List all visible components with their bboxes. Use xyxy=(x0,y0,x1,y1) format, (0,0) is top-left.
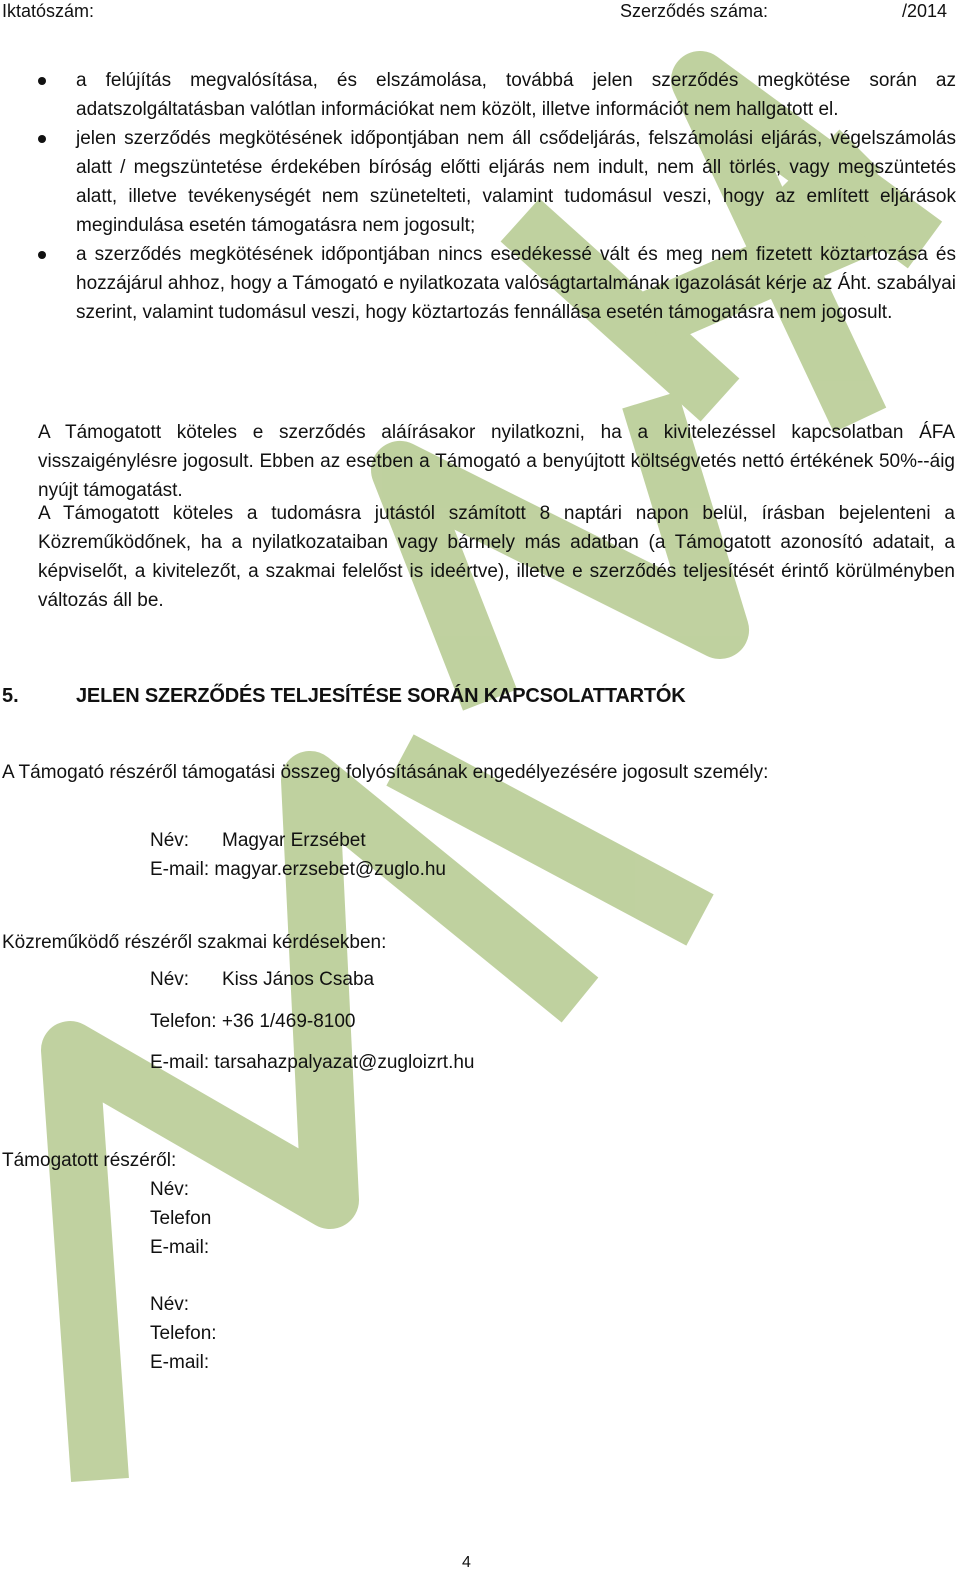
list-item-text: jelen szerződés megkötésének időpontjában nem áll csődeljárás, felszámolási eljárás, végelszámolás alatt / megszüntetése érdekében bíróság előtti eljárás nem indult, nem áll törlés, vagy megszüntetés alatt, illetve tevékenységét nem szünetelteti, valamint tudomásul veszi, hogy az említett eljárások megindulása esetén támogatásra nem jogosult; xyxy=(76,128,956,236)
beneficiary-1-email-label: E-mail: xyxy=(150,1237,210,1258)
list-item xyxy=(0,124,960,240)
change-notification-paragraph: A Támogatott köteles a tudomásra jutástól számított 8 naptári napon belül, írásban bejelenteni a Közreműködőnek, ha a nyilatkozataiban vagy bármely más adatban (a Támogatott azonosító adatait, a képviselőt, a kivitelezőt, a szakmai felelőst is ideértve), illetve e szerződés teljesítését érintő körülményben változás áll be. xyxy=(38,503,955,611)
list-item xyxy=(0,66,960,124)
supporter-email: magyar.erzsebet@zuglo.hu xyxy=(214,859,446,880)
bullet-icon xyxy=(38,77,46,85)
intermediary-contact-intro: Közreműködő részéről szakmai kérdésekben: xyxy=(2,932,387,953)
supporter-name-line xyxy=(150,826,366,855)
intermediary-name: Kiss János Csaba xyxy=(222,969,375,990)
beneficiary-2-name-label: Név: xyxy=(150,1294,190,1315)
bullet-icon xyxy=(38,135,46,143)
contract-number-label: Szerződés száma: xyxy=(620,1,769,21)
beneficiary-2-email-label: E-mail: xyxy=(150,1352,210,1373)
intermediary-email-line xyxy=(150,1048,475,1077)
name-label: Név: xyxy=(150,969,190,990)
beneficiary-contact-intro: Támogatott részéről: xyxy=(2,1150,177,1171)
section-title: JELEN SZERZŐDÉS TELJESÍTÉSE SORÁN KAPCSOLATTARTÓK xyxy=(76,685,686,707)
list-item-text: a felújítás megvalósítása, és elszámolása, továbbá jelen szerződés megkötése során az adatszolgáltatásban valótlan információkat nem közölt, illetve információt nem hallgatott el. xyxy=(76,70,956,120)
bullet-icon xyxy=(38,251,46,259)
supporter-email-line xyxy=(150,855,446,884)
vat-paragraph: A Támogatott köteles e szerződés aláírásakor nyilatkozni, ha a kivitelezéssel kapcsolatban ÁFA visszaigénylésre jogosult. Ebben az esetben a Támogató a benyújtott költségvetés nettó értékének 50%--áig nyújt támogatást. xyxy=(38,422,955,501)
email-label: E-mail: xyxy=(150,1052,210,1073)
intermediary-phone: +36 1/469-8100 xyxy=(221,1011,356,1032)
beneficiary-1-phone-label: Telefon xyxy=(150,1208,212,1229)
name-label: Név: xyxy=(150,830,190,851)
section-number: 5. xyxy=(2,685,19,707)
intermediary-phone-line xyxy=(150,1007,355,1036)
contract-year: /2014 xyxy=(902,1,948,21)
intermediary-email: tarsahazpalyazat@zugloizrt.hu xyxy=(214,1052,475,1073)
registration-number-label: Iktatószám: xyxy=(2,1,95,21)
supporter-contact-intro: A Támogató részéről támogatási összeg folyósításának engedélyezésére jogosult személy: xyxy=(2,762,769,783)
supporter-name: Magyar Erzsébet xyxy=(222,830,366,851)
beneficiary-1-name-label: Név: xyxy=(150,1179,190,1200)
list-item-text: a szerződés megkötésének időpontjában nincs esedékessé vált és meg nem fizetett köztartozása és hozzájárul ahhoz, hogy a Támogató e nyilatkozata valóságtartalmának igazolását kérje az Áht. szabályai szerint, valamint tudomásul veszi, hogy köztartozás fennállása esetén támogatásra nem jogosult. xyxy=(76,244,956,323)
page-number: 4 xyxy=(462,1554,471,1571)
page-header xyxy=(0,0,960,23)
email-label: E-mail: xyxy=(150,859,210,880)
phone-label: Telefon: xyxy=(150,1011,217,1032)
declaration-list xyxy=(0,66,960,327)
intermediary-name-line xyxy=(150,965,374,994)
list-item xyxy=(0,240,960,327)
beneficiary-2-phone-label: Telefon: xyxy=(150,1323,217,1344)
